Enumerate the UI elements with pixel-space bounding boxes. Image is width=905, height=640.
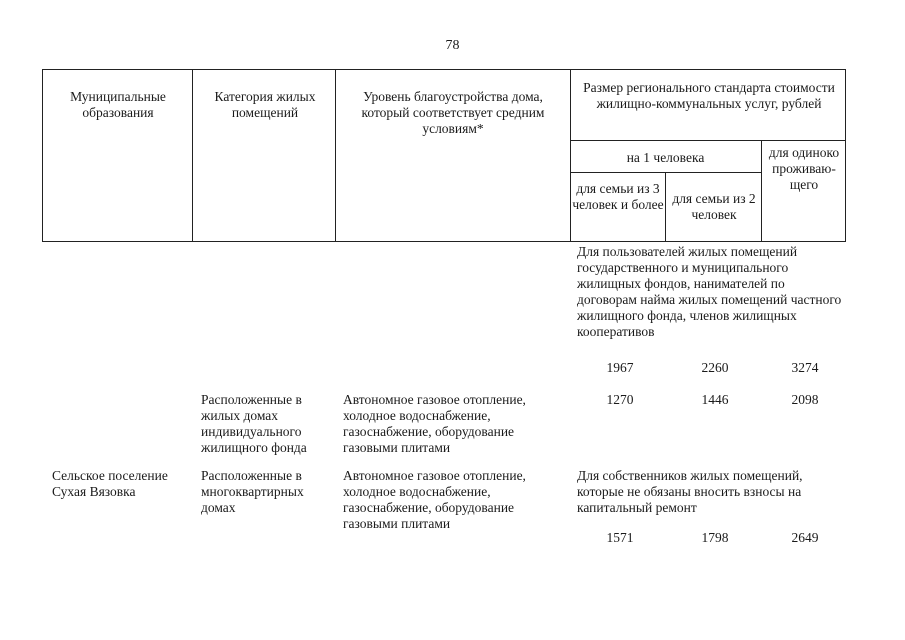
s2-level: Автономное газовое отопление, холодное водоснабжение, газоснабжение, оборудование газовыми плитами xyxy=(343,468,526,531)
header-single: для одиноко проживаю-щего xyxy=(768,145,840,192)
s1-row1-family3: 1967 xyxy=(606,360,634,375)
s1-row2-family2: 1446 xyxy=(701,392,729,407)
s1-row1-family2: 2260 xyxy=(701,360,729,375)
s1-row2-family3: 1270 xyxy=(606,392,634,407)
s2-family2: 1798 xyxy=(701,530,729,545)
s2-note: Для собственников жилых помещений, которые не обязаны вносить взносы на капитальный ремонт xyxy=(577,468,803,515)
s1-row2-single: 2098 xyxy=(791,392,819,407)
s2-municipal: Сельское поселение Сухая Вязовка xyxy=(52,468,168,499)
page-number: 78 xyxy=(445,38,460,53)
s1-row2-category: Расположенные в жилых домах индивидуального жилищного фонда xyxy=(201,392,307,455)
header-standard: Размер регионального стандарта стоимости жилищно-коммунальных услуг, рублей xyxy=(583,80,835,111)
header-family3: для семьи из 3 человек и более xyxy=(572,181,664,212)
header-municipal: Муниципальные образования xyxy=(70,89,166,120)
s1-row2-level: Автономное газовое отопление, холодное водоснабжение, газоснабжение, оборудование газовыми плитами xyxy=(343,392,526,455)
section1-note: Для пользователей жилых помещений государственного и муниципального жилищных фондов, нанимателей по договорам найма жилых помещений частного жилищного фонда, членов жилищных кооперативов xyxy=(577,244,842,339)
header-per-person: на 1 человека xyxy=(626,150,705,165)
header-level: Уровень благоустройства дома, который соответствует средним условиям* xyxy=(361,89,545,136)
header-category: Категория жилых помещений xyxy=(214,89,316,120)
s2-category: Расположенные в многоквартирных домах xyxy=(201,468,304,515)
table-header xyxy=(42,69,846,242)
s1-row1-single: 3274 xyxy=(791,360,819,375)
header-family2: для семьи из 2 человек xyxy=(672,191,756,222)
s2-single: 2649 xyxy=(791,530,819,545)
s2-family3: 1571 xyxy=(606,530,634,545)
